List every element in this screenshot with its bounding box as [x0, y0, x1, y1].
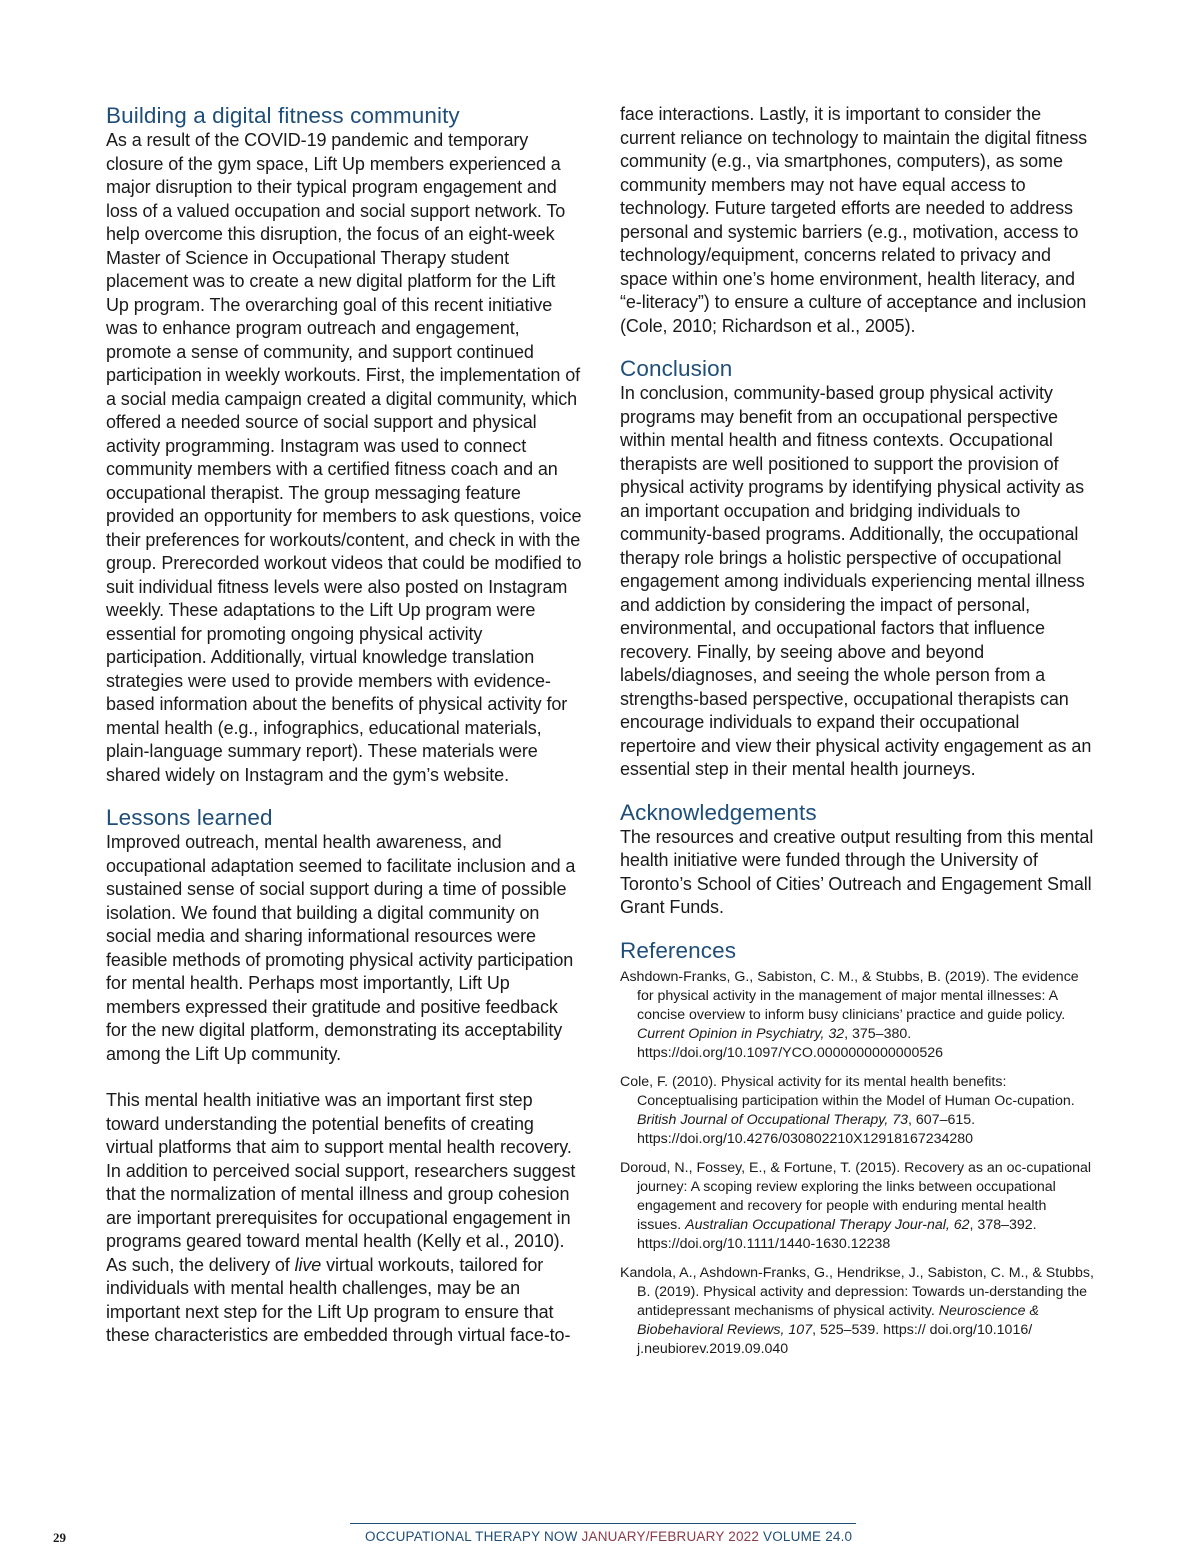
reference-journal: Australian Occupational Therapy Jour-nal, 62: [685, 1216, 970, 1233]
footer-issue-date: JANUARY/FEBRUARY 2022: [581, 1529, 760, 1544]
emphasis-live: live: [294, 1254, 322, 1275]
footer-running-title: [365, 1529, 852, 1544]
right-column: [620, 103, 1094, 1377]
paragraph-lessons-2: [106, 1089, 582, 1348]
reference-item: [620, 1159, 1094, 1254]
reference-pages-doi: , 378–392. https://doi.org/10.1111/1440-1630.12238: [637, 1216, 1037, 1252]
paragraph-lessons-1: Improved outreach, mental health awareness, and occupational adaptation seemed to facilitate inclusion and a sustained sense of social support during a time of possible isolation. We found that building a digital community on social media and sharing informational resources were feasible methods of promoting physical activity participation for mental health. Perhaps most importantly, Lift Up members expressed their gratitude and positive feedback for the new digital platform, demonstrating its acceptability among the Lift Up community.: [106, 832, 576, 1064]
reference-item: [620, 1264, 1094, 1359]
footer-volume: VOLUME 24.0: [763, 1529, 853, 1544]
reference-journal: Current Opinion in Psychiatry, 32: [637, 1025, 845, 1042]
paragraph-digital-community: As a result of the COVID-19 pandemic and temporary closure of the gym space, Lift Up members experienced a major disruption to their typical program engagement and loss of a valued occupation and social support network. To help overcome this disruption, the focus of an eight-week Master of Science in Occupational Therapy student placement was to create a new digital platform for the Lift Up program. The overarching goal of this recent initiative was to enhance program outreach and engagement, promote a sense of community, and support continued participation in weekly workouts. First, the implementation of a social media campaign created a digital community, which offered a needed source of social support and physical activity programming. Instagram was used to connect community members with a certified fitness coach and an occupational therapist. The group messaging feature provided an opportunity for members to ask questions, voice their preferences for workouts/content, and check in with the group. Prerecorded workout videos that could be modified to suit individual fitness levels were also posted on Instagram weekly. These adaptations to the Lift Up program were essential for promoting ongoing physical activity participation. Additionally, virtual knowledge translation strategies were used to provide members with evidence-based information about the benefits of physical activity for mental health (e.g., infographics, educational materials, plain-language summary report). These materials were shared widely on Instagram and the gym’s website.: [106, 130, 582, 785]
section-heading-acknowledgements: Acknowledgements: [620, 799, 817, 825]
paragraph-lessons-2-part-b: virtual workouts, tailored for individuals with mental health challenges, may be an important next step for the Lift Up program to ensure that these characteristics are embedded through virtual face-to-: [106, 1254, 571, 1345]
section-references: [620, 938, 1094, 1359]
section-continued: [620, 103, 1094, 338]
reference-list: [620, 968, 1094, 1359]
reference-journal: Neuroscience & Biobehavioral Reviews, 107: [637, 1302, 1039, 1338]
footer-journal-name: OCCUPATIONAL THERAPY NOW: [365, 1529, 578, 1544]
section-acknowledgements: [620, 800, 1094, 920]
reference-pages-doi: , 525–539. https:// doi.org/10.1016/ j.neubiorev.2019.09.040: [637, 1321, 1033, 1357]
reference-text: Ashdown-Franks, G., Sabiston, C. M., & Stubbs, B. (2019). The evidence for physical activity in the management of major mental illnesses: A concise overview to inform busy clinicians’ practice and guide policy.: [620, 968, 1079, 1023]
section-digital-community: [106, 103, 582, 787]
reference-journal: British Journal of Occupational Therapy, 73: [637, 1111, 909, 1128]
footer-divider: [350, 1523, 856, 1524]
reference-item: [620, 1073, 1094, 1149]
section-lessons-learned: [106, 805, 582, 1348]
section-heading-lessons-learned: Lessons learned: [106, 805, 273, 830]
paragraph-conclusion: In conclusion, community-based group physical activity programs may benefit from an occupational perspective within mental health and fitness contexts. Occupational therapists are well positioned to support the provision of physical activity programs by identifying physical activity as an important occupation and bridging individuals to community-based programs. Additionally, the occupational therapy role brings a holistic perspective of occupational engagement among individuals experiencing mental illness and addiction by considering the impact of personal, environmental, and occupational factors that influence recovery. Finally, by seeing above and beyond labels/diagnoses, and seeing the whole person from a strengths-based perspective, occupational therapists can encourage individuals to expand their occupational repertoire and view their physical activity engagement as an essential step in their mental health journeys.: [620, 383, 1092, 779]
reference-item: [620, 968, 1094, 1063]
reference-text: Kandola, A., Ashdown-Franks, G., Hendrikse, J., Sabiston, C. M., & Stubbs, B. (2019). Physical activity and depression: Towards un-derstanding the antidepressant mechanisms of physical activity.: [620, 1264, 1094, 1319]
left-column: [106, 103, 582, 1366]
section-heading-digital-community: Building a digital fitness community: [106, 103, 460, 128]
section-heading-references: References: [620, 937, 737, 963]
reference-text: Cole, F. (2010). Physical activity for its mental health benefits: Conceptualising participation within the Model of Human Oc-cupation.: [620, 1073, 1075, 1109]
paragraph-continued: face interactions. Lastly, it is important to consider the current reliance on technology to maintain the digital fitness community (e.g., via smartphones, computers), as some community members may not have equal access to technology. Future targeted efforts are needed to address personal and systemic barriers (e.g., motivation, access to technology/equipment, concerns related to privacy and space within one’s home environment, health literacy, and “e-literacy”) to ensure a culture of acceptance and inclusion (Cole, 2010; Richardson et al., 2005).: [620, 104, 1088, 336]
paragraph-lessons-2-part-a: This mental health initiative was an important first step toward understanding the potential benefits of creating virtual platforms that aim to support mental health recovery. In addition to perceived social support, researchers suggest that the normalization of mental illness and group cohesion are important prerequisites for occupational engagement in programs geared toward mental health (Kelly et al., 2010). As such, the delivery of: [106, 1090, 576, 1275]
section-heading-conclusion: Conclusion: [620, 356, 733, 381]
reference-text: Doroud, N., Fossey, E., & Fortune, T. (2015). Recovery as an oc-cupational journey: A scoping review exploring the links between occupational engagement and recovery for people with enduring mental health issues.: [620, 1159, 1092, 1233]
paragraph-acknowledgements: The resources and creative output resulting from this mental health initiative were funded through the University of Toronto’s School of Cities’ Outreach and Engagement Small Grant Funds.: [620, 826, 1094, 917]
page-number: 29: [53, 1530, 66, 1545]
reference-pages-doi: , 375–380. https://doi.org/10.1097/YCO.0000000000000526: [637, 1025, 944, 1061]
reference-pages-doi: , 607–615. https://doi.org/10.4276/030802210X12918167234280: [637, 1111, 976, 1147]
section-conclusion: [620, 356, 1094, 782]
